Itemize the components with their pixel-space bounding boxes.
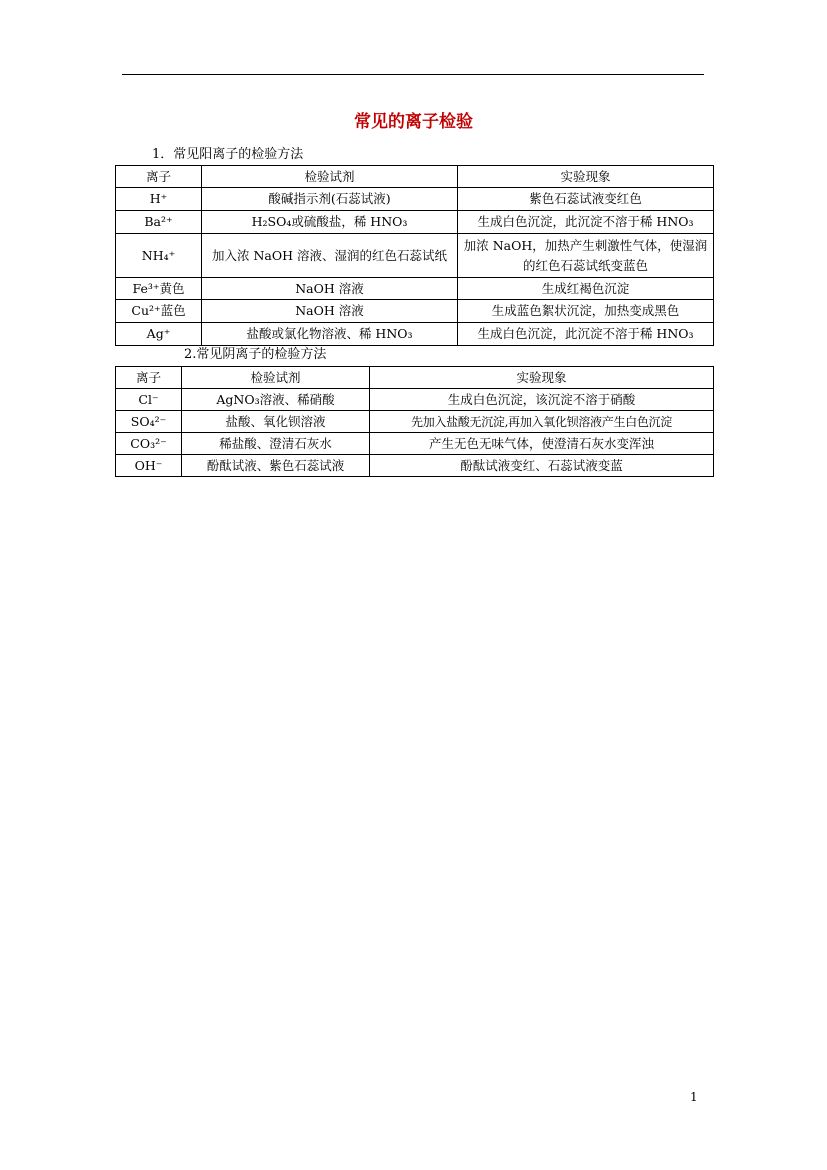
cell-reagent: NaOH 溶液 — [202, 300, 458, 323]
cell-reagent: 加入浓 NaOH 溶液、湿润的红色石蕊试纸 — [202, 234, 458, 278]
anion-test-table — [115, 366, 714, 477]
table-row — [116, 323, 714, 346]
header-ion: 离子 — [116, 166, 202, 188]
cell-phenomenon: 先加入盐酸无沉淀,再加入氧化钡溶液产生白色沉淀 — [370, 411, 714, 433]
cell-phenomenon: 生成蓝色絮状沉淀，加热变成黑色 — [458, 300, 714, 323]
cell-reagent: AgNO₃溶液、稀硝酸 — [182, 389, 370, 411]
cell-ion: Cl⁻ — [116, 389, 182, 411]
table-row — [116, 389, 714, 411]
header-phenomenon: 实验现象 — [370, 367, 714, 389]
cell-ion: Fe³⁺黄色 — [116, 278, 202, 300]
header-reagent: 检验试剂 — [182, 367, 370, 389]
table-row — [116, 278, 714, 300]
cell-phenomenon: 生成红褐色沉淀 — [458, 278, 714, 300]
header-ion: 离子 — [116, 367, 182, 389]
table-header-row — [116, 166, 714, 188]
cell-phenomenon: 生成白色沉淀，此沉淀不溶于稀 HNO₃ — [458, 323, 714, 346]
table-row — [116, 455, 714, 477]
cell-ion: H⁺ — [116, 188, 202, 211]
cell-reagent: H₂SO₄或硫酸盐，稀 HNO₃ — [202, 211, 458, 234]
header-phenomenon: 实验现象 — [458, 166, 714, 188]
cell-phenomenon: 酚酞试液变红、石蕊试液变蓝 — [370, 455, 714, 477]
cell-phenomenon: 生成白色沉淀，此沉淀不溶于稀 HNO₃ — [458, 211, 714, 234]
table-header-row — [116, 367, 714, 389]
cell-ion: OH⁻ — [116, 455, 182, 477]
cell-phenomenon: 紫色石蕊试液变红色 — [458, 188, 714, 211]
table-row — [116, 234, 714, 278]
cell-reagent: 酸碱指示剂(石蕊试液) — [202, 188, 458, 211]
table-row — [116, 211, 714, 234]
cation-test-table — [115, 165, 714, 346]
cell-phenomenon: 生成白色沉淀，该沉淀不溶于硝酸 — [370, 389, 714, 411]
cell-ion: SO₄²⁻ — [116, 411, 182, 433]
table-row — [116, 433, 714, 455]
cell-ion: CO₃²⁻ — [116, 433, 182, 455]
page-title: 常见的离子检验 — [354, 112, 473, 132]
header-reagent: 检验试剂 — [202, 166, 458, 188]
cell-reagent: 盐酸、氧化钡溶液 — [182, 411, 370, 433]
cell-reagent: 盐酸或氯化物溶液、稀 HNO₃ — [202, 323, 458, 346]
cell-phenomenon: 产生无色无味气体，使澄清石灰水变浑浊 — [370, 433, 714, 455]
section2-heading: 2.常见阴离子的检验方法 — [184, 347, 327, 362]
table-row — [116, 188, 714, 211]
cell-reagent: 稀盐酸、澄清石灰水 — [182, 433, 370, 455]
cell-ion: Cu²⁺蓝色 — [116, 300, 202, 323]
cell-ion: Ba²⁺ — [116, 211, 202, 234]
page-number: 1 — [690, 1090, 698, 1104]
cell-ion: NH₄⁺ — [116, 234, 202, 278]
table-row — [116, 300, 714, 323]
table-row — [116, 411, 714, 433]
header-rule — [122, 74, 704, 75]
cell-phenomenon: 加浓 NaOH，加热产生刺激性气体，使湿润的红色石蕊试纸变蓝色 — [458, 234, 714, 278]
cell-ion: Ag⁺ — [116, 323, 202, 346]
cell-reagent: 酚酞试液、紫色石蕊试液 — [182, 455, 370, 477]
section1-heading: 1．常见阳离子的检验方法 — [152, 147, 304, 162]
cell-reagent: NaOH 溶液 — [202, 278, 458, 300]
